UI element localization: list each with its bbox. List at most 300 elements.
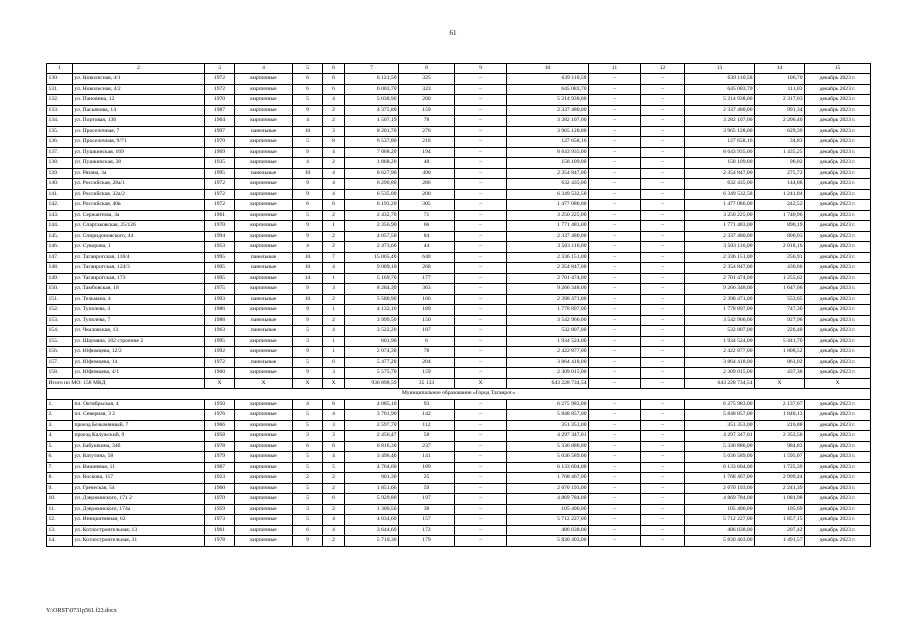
table-cell: 437,38 (755, 368, 805, 379)
table-cell: 132. (47, 95, 73, 106)
table-cell: 1923 (205, 473, 235, 484)
table-cell: 3 542 966,00 (507, 315, 589, 326)
table-cell: 1 768 467,00 (685, 473, 755, 484)
table-cell: ул. Таганрогская, 118/4 (73, 252, 205, 263)
table-cell: 242,52 (755, 200, 805, 211)
table-row (47, 74, 871, 85)
table-cell: ул. Сержантова, 3а (73, 210, 205, 221)
table-row (47, 431, 871, 442)
table-cell: кирпичные (235, 536, 293, 547)
table-cell: – (589, 189, 641, 200)
table-cell: 3 503 116,00 (685, 242, 755, 253)
table-cell: 1 595,07 (755, 452, 805, 463)
table-cell: 3 (323, 284, 345, 295)
table-cell: 1970 (205, 95, 235, 106)
table-cell: 3 (323, 420, 345, 431)
table-cell: 325 (399, 74, 455, 85)
table-row (47, 294, 871, 305)
table-cell: 3 282 107,00 (507, 116, 589, 127)
table-row (47, 221, 871, 232)
table-cell: декабрь 2023 г. (805, 315, 871, 326)
table-cell: 9 (293, 221, 323, 232)
table-cell: 1953 (205, 242, 235, 253)
table-cell: 991,34 (755, 105, 805, 116)
table-cell: 2 473,60 (345, 242, 399, 253)
table-cell: – (455, 147, 507, 158)
table-row (47, 515, 871, 526)
table-cell: 806,03 (755, 231, 805, 242)
table-cell: 71 (399, 210, 455, 221)
table-cell: 2 206,40 (755, 116, 805, 127)
table-cell: 9 (293, 284, 323, 295)
table-cell: 268 (399, 263, 455, 274)
table-cell: 747,30 (755, 305, 805, 316)
table-cell: 1958 (205, 431, 235, 442)
table-cell: 2 670 193,00 (507, 483, 589, 494)
table-cell: ул. Ватутина, 58 (73, 452, 205, 463)
table-cell: 1978 (205, 441, 235, 452)
table-cell: 4 (293, 399, 323, 410)
table-cell: кирпичные (235, 95, 293, 106)
table-cell: 2 309 015,00 (685, 368, 755, 379)
table-cell: 150 (399, 315, 455, 326)
table-cell: 237 (399, 441, 455, 452)
housing-table (46, 63, 871, 547)
table-cell: 9 (293, 315, 323, 326)
table-cell: – (455, 242, 507, 253)
table-cell: 2 317,03 (755, 95, 805, 106)
table-cell: – (589, 210, 641, 221)
table-cell: 2 432,70 (345, 210, 399, 221)
table-cell: декабрь 2023 г. (805, 494, 871, 505)
table-cell: – (641, 221, 685, 232)
table-cell: 6 (293, 525, 323, 536)
table-cell: 3 503 116,00 (507, 242, 589, 253)
table-cell: декабрь 2023 г. (805, 515, 871, 526)
table-cell: 9 266 348,00 (685, 284, 755, 295)
table-cell: декабрь 2023 г. (805, 357, 871, 368)
table-cell: 146. (47, 242, 73, 253)
table-cell: декабрь 2023 г. (805, 525, 871, 536)
table-cell: 2 353,56 (755, 431, 805, 442)
table-cell: Х (293, 378, 323, 389)
table-cell: 127 658,16 (685, 137, 755, 148)
table-cell: 645 083,70 (507, 84, 589, 95)
table-cell: 3 (293, 504, 323, 515)
table-cell: 1966 (205, 420, 235, 431)
table-cell: 112 (399, 420, 455, 431)
table-cell: декабрь 2023 г. (805, 483, 871, 494)
table-cell: ул. Юфимцева, 14 (73, 357, 205, 368)
table-cell: 490 (399, 168, 455, 179)
table-cell: 218 (399, 137, 455, 148)
table-cell: 640 (399, 252, 455, 263)
table-cell: ул. Котлостроительная, 31 (73, 536, 205, 547)
table-cell: 5 848 857,00 (685, 410, 755, 421)
table-cell: 8 284,30 (345, 284, 399, 295)
table-cell: 1 081,98 (755, 494, 805, 505)
section-title: Муниципальное образование «Город Таганрог» (47, 389, 871, 400)
table-cell: – (455, 399, 507, 410)
table-cell: 2 (73, 64, 205, 74)
table-cell: – (455, 357, 507, 368)
table-cell: 1 (323, 347, 345, 358)
table-cell: кирпичные (235, 431, 293, 442)
table-cell: 147. (47, 252, 73, 263)
table-cell: ул. Туполева, 7 (73, 315, 205, 326)
table-cell: – (455, 452, 507, 463)
table-cell: 5 (293, 210, 323, 221)
table-cell: – (641, 452, 685, 463)
table-row (47, 231, 871, 242)
table-cell: 1995 (205, 263, 235, 274)
total-label: Итого по МО: 158 МКД (47, 378, 205, 389)
table-cell: 1987 (205, 462, 235, 473)
table-cell: 111,03 (755, 84, 805, 95)
table-cell: 3 (323, 431, 345, 442)
table-cell: Х (805, 378, 871, 389)
table-cell: 59 (399, 483, 455, 494)
table-cell: декабрь 2023 г. (805, 74, 871, 85)
table-cell: – (455, 179, 507, 190)
table-cell: кирпичные (235, 336, 293, 347)
table-cell: кирпичные (235, 494, 293, 505)
table-cell: 197 (399, 494, 455, 505)
table-cell: 2 337 480,00 (507, 231, 589, 242)
table-cell: 1950 (205, 399, 235, 410)
table-cell: 140. (47, 179, 73, 190)
table-cell: 6 290,80 (345, 179, 399, 190)
table-cell: ул. Таганрогская, 173 (73, 273, 205, 284)
table-cell: 137. (47, 147, 73, 158)
table-cell: 486 038,00 (685, 525, 755, 536)
table-cell: 984,83 (755, 441, 805, 452)
table-cell: 9 (455, 64, 507, 74)
table-cell: декабрь 2023 г. (805, 504, 871, 515)
table-cell: 158 109,00 (507, 158, 589, 169)
table-cell: Х (755, 378, 805, 389)
table-cell: 9 (293, 147, 323, 158)
table-cell: 4 (323, 189, 345, 200)
table-cell: 105 406,00 (685, 504, 755, 515)
table-row (47, 126, 871, 137)
table-cell: 152. (47, 305, 73, 316)
table-cell: декабрь 2023 г. (805, 452, 871, 463)
table-cell: 5 (293, 137, 323, 148)
table-cell: – (455, 95, 507, 106)
table-cell: 159 (399, 105, 455, 116)
table-cell: 9 (293, 368, 323, 379)
table-cell: – (641, 84, 685, 95)
table-cell: 1 435,25 (755, 147, 805, 158)
table-cell: 142 (399, 410, 455, 421)
table-cell: 2 (323, 504, 345, 515)
table-cell: 5 929,80 (345, 494, 399, 505)
table-cell: 486 038,00 (507, 525, 589, 536)
table-cell: – (641, 347, 685, 358)
table-row (47, 368, 871, 379)
table-cell: 639 110,58 (685, 74, 755, 85)
table-cell: 3 864 418,00 (507, 357, 589, 368)
table-cell: – (455, 294, 507, 305)
table-cell: кирпичные (235, 504, 293, 515)
table-cell: 1 491,57 (755, 536, 805, 547)
total-row (47, 378, 871, 389)
table-cell: – (641, 441, 685, 452)
table-cell: – (589, 410, 641, 421)
table-cell: 4 (293, 242, 323, 253)
table-cell: – (455, 494, 507, 505)
table-cell: декабрь 2023 г. (805, 210, 871, 221)
table-cell: 553,65 (755, 294, 805, 305)
table-cell: 25 (399, 473, 455, 484)
table-cell: 158. (47, 368, 73, 379)
table-cell: – (455, 74, 507, 85)
table-cell: 2 (323, 315, 345, 326)
table-cell: Х (235, 378, 293, 389)
table-cell: 5 441,70 (755, 336, 805, 347)
table-cell: кирпичные (235, 158, 293, 169)
table-cell: 6 (293, 74, 323, 85)
table-cell: 2 (323, 536, 345, 547)
table-cell: 5 214 938,00 (507, 95, 589, 106)
table-cell: кирпичные (235, 368, 293, 379)
table-cell: декабрь 2023 г. (805, 273, 871, 284)
table-cell: ул. Тельмана, 4 (73, 294, 205, 305)
table-cell: 5 (293, 357, 323, 368)
table-cell: 148. (47, 263, 73, 274)
table-cell: 5 (293, 515, 323, 526)
table-cell: кирпичные (235, 74, 293, 85)
table-cell: – (641, 536, 685, 547)
table-cell: 1994 (205, 231, 235, 242)
table-cell: – (455, 368, 507, 379)
table-cell: 1970 (205, 137, 235, 148)
table-cell: декабрь 2023 г. (805, 168, 871, 179)
table-cell: 9 (293, 105, 323, 116)
table-cell: – (641, 200, 685, 211)
table-cell: 436,66 (755, 263, 805, 274)
table-cell: – (589, 462, 641, 473)
table-cell: 5 169,70 (345, 273, 399, 284)
table-cell: ул. Чкаловская, 13 (73, 326, 205, 337)
table-cell: – (641, 158, 685, 169)
table-cell: декабрь 2023 г. (805, 200, 871, 211)
table-cell: 6 193,20 (345, 200, 399, 211)
table-cell: – (455, 84, 507, 95)
table-cell: – (589, 452, 641, 463)
table-row (47, 336, 871, 347)
table-cell: 8. (47, 473, 73, 484)
table-row (47, 525, 871, 536)
table-cell: 1997 (205, 126, 235, 137)
table-cell: 4 (235, 64, 293, 74)
table-cell: 3 999,50 (345, 315, 399, 326)
table-cell: 84 (399, 231, 455, 242)
table-cell: 1979 (205, 452, 235, 463)
table-cell: ул. Российская, 28а/1 (73, 179, 205, 190)
table-cell: 189 (399, 305, 455, 316)
table-cell: 159 (399, 368, 455, 379)
table-cell: 207,42 (755, 525, 805, 536)
table-row (47, 147, 871, 158)
table-cell: кирпичные (235, 273, 293, 284)
table-cell: – (641, 126, 685, 137)
table-cell: – (589, 483, 641, 494)
table-cell: декабрь 2023 г. (805, 179, 871, 190)
table-cell: 9. (47, 483, 73, 494)
table-cell: 1972 (205, 84, 235, 95)
table-cell: – (455, 420, 507, 431)
table-cell: 5 712 227,00 (685, 515, 755, 526)
table-cell: 5 (293, 452, 323, 463)
table-cell: ул. Бабушкина, 34б (73, 441, 205, 452)
table-cell: 6 (399, 336, 455, 347)
table-row (47, 105, 871, 116)
table-cell: – (589, 399, 641, 410)
table-cell: 3 282 107,00 (685, 116, 755, 127)
table-cell: – (641, 315, 685, 326)
table-cell: 4 (323, 410, 345, 421)
table-cell: ул. Инициативная, 62 (73, 515, 205, 526)
table-cell: 4 (323, 263, 345, 274)
table-cell: 78 (399, 116, 455, 127)
table-cell: 2 670 193,00 (685, 483, 755, 494)
table-cell: декабрь 2023 г. (805, 462, 871, 473)
table-cell: 4 (293, 158, 323, 169)
table-cell: 5 848 857,00 (507, 410, 589, 421)
table-cell: – (641, 399, 685, 410)
table-cell: панельные (235, 168, 293, 179)
table-cell: ул. Спартаковская, 25/126 (73, 221, 205, 232)
table-cell: 2 354 847,00 (685, 168, 755, 179)
table-cell: – (455, 263, 507, 274)
table-cell: 901,30 (345, 473, 399, 484)
table-cell: 204 (399, 357, 455, 368)
table-cell: – (589, 273, 641, 284)
table-cell: 78 (399, 347, 455, 358)
table-cell: ул. Пушкинская, 169 (73, 147, 205, 158)
table-cell: 7. (47, 462, 73, 473)
table-cell: 256,91 (755, 252, 805, 263)
table-row (47, 200, 871, 211)
table-cell: – (455, 305, 507, 316)
table-cell: 6 133 604,00 (685, 462, 755, 473)
section-row (47, 389, 871, 400)
table-cell: 96,02 (755, 158, 805, 169)
table-cell: 141. (47, 189, 73, 200)
table-cell: ул. Юфимцева, 12/2 (73, 347, 205, 358)
table-cell: 1 840,13 (755, 410, 805, 421)
table-cell: 2 137,67 (755, 399, 805, 410)
table-row (47, 252, 871, 263)
table-cell: – (641, 357, 685, 368)
table-cell: 7 068,20 (345, 147, 399, 158)
table-cell: – (641, 137, 685, 148)
table-cell: 323 (399, 84, 455, 95)
table-cell: ул. Спиридоновского, 44 (73, 231, 205, 242)
table-cell: ул. Дзержинского, 174а (73, 504, 205, 515)
table-cell: 127 658,16 (507, 137, 589, 148)
table-cell: 151. (47, 294, 73, 305)
table-cell: 1 778 897,00 (685, 305, 755, 316)
table-cell: 3 (293, 431, 323, 442)
table-cell: 2 398 471,00 (685, 294, 755, 305)
table-cell: 2 999,44 (755, 473, 805, 484)
table-cell: 3 965 128,00 (507, 126, 589, 137)
table-cell: 5 (293, 483, 323, 494)
table-cell: декабрь 2023 г. (805, 410, 871, 421)
table-cell: 5 214 938,00 (685, 95, 755, 106)
table-cell: 4 132,10 (345, 305, 399, 316)
table-cell: кирпичные (235, 452, 293, 463)
table-row (47, 483, 871, 494)
table-cell: ул. Российская, 40в (73, 200, 205, 211)
table-cell: 4 (323, 147, 345, 158)
table-cell: 13. (47, 525, 73, 536)
table-cell: 643 228 734,54 (685, 378, 755, 389)
table-cell: 5 336 886,00 (685, 441, 755, 452)
table-cell: декабрь 2023 г. (805, 252, 871, 263)
table-cell: кирпичные (235, 210, 293, 221)
table-cell: 4 (323, 168, 345, 179)
table-cell: кирпичные (235, 137, 293, 148)
table-cell: – (641, 189, 685, 200)
table-row (47, 399, 871, 410)
table-cell: 1 778 897,00 (507, 305, 589, 316)
table-cell: – (641, 504, 685, 515)
table-cell: проезд Безымянный, 7 (73, 420, 205, 431)
table-cell: 200 (399, 95, 455, 106)
table-cell: 363 (399, 284, 455, 295)
table-cell: 4 (323, 525, 345, 536)
table-cell: 2 356,90 (345, 221, 399, 232)
table-cell: – (455, 105, 507, 116)
table-cell: кирпичные (235, 147, 293, 158)
table-cell: кирпичные (235, 221, 293, 232)
table-cell: кирпичные (235, 347, 293, 358)
table-cell: 14 (293, 273, 323, 284)
table-cell: 6 537,80 (345, 137, 399, 148)
table-cell: – (641, 494, 685, 505)
table-cell: – (589, 200, 641, 211)
table-cell: 9 (293, 536, 323, 547)
table-cell: декабрь 2023 г. (805, 441, 871, 452)
table-cell: 6 349 532,58 (685, 189, 755, 200)
table-cell: 6 535,00 (345, 189, 399, 200)
table-cell: декабрь 2023 г. (805, 158, 871, 169)
table-cell: ул. Юфимцева, 4/1 (73, 368, 205, 379)
table-cell: 936 898,59 (345, 378, 399, 389)
page-number: 61 (449, 29, 457, 37)
table-cell: 1 241,84 (755, 189, 805, 200)
table-cell: кирпичные (235, 189, 293, 200)
table-cell: – (641, 515, 685, 526)
table-cell: 2 (323, 483, 345, 494)
table-cell: 643 228 734,54 (507, 378, 589, 389)
table-cell: декабрь 2023 г. (805, 336, 871, 347)
table-cell: 4 (293, 116, 323, 127)
table-cell: 10 (293, 168, 323, 179)
table-cell: 2 (323, 231, 345, 242)
table-cell: – (455, 168, 507, 179)
table-cell: декабрь 2023 г. (805, 326, 871, 337)
table-cell: – (455, 515, 507, 526)
table-cell: – (455, 126, 507, 137)
table-cell: – (455, 525, 507, 536)
table-cell: 4 034,60 (345, 515, 399, 526)
table-cell: 1978 (205, 536, 235, 547)
